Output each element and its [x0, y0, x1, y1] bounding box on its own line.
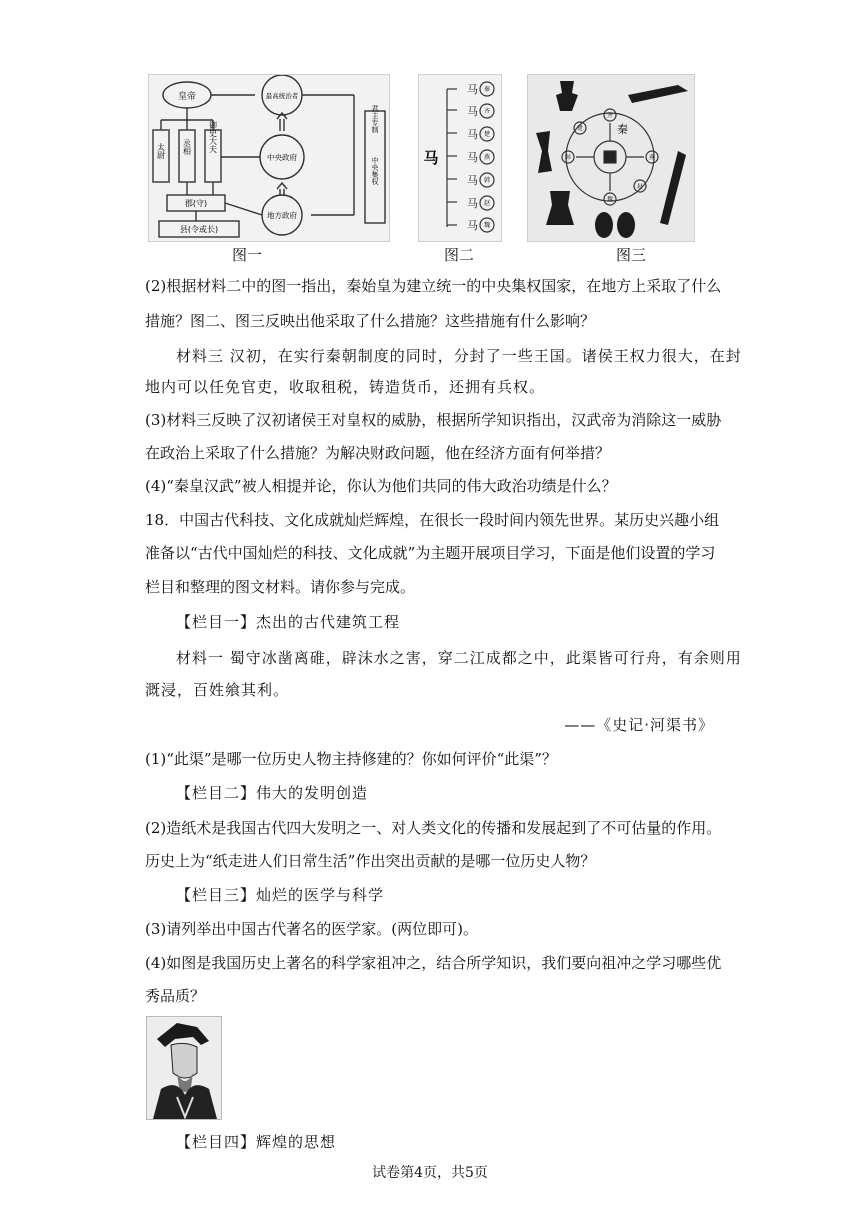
fig3-state-label: 赵 — [637, 184, 643, 190]
material-1-source: ——《史记·河渠书》 — [564, 716, 714, 734]
fig2-state-label: 赵 — [483, 200, 491, 207]
question-18-4-line-1: (4)如图是我国历史上著名的科学家祖冲之，结合所学知识，我们要向祖冲之学习哪些优 — [145, 954, 722, 972]
fig1-node-county: 县(令或长) — [179, 225, 219, 234]
spade-coin-icon-2 — [536, 131, 552, 173]
fig2-state-label: 韩 — [483, 177, 491, 184]
question-2-line-2: 措施？图二、图三反映出他采取了什么措施？这些措施有什么影响？ — [145, 312, 596, 330]
figure-1-svg — [149, 75, 389, 241]
fig3-state-label: 韩 — [565, 155, 571, 161]
figure-2-caption: 图二 — [444, 246, 475, 264]
question-3-line-2: 在政治上采取了什么措施？为解决财政问题，他在经济方面有何举措？ — [145, 444, 611, 462]
figure-1-caption: 图一 — [232, 246, 263, 264]
knife-coin-icon — [628, 85, 688, 103]
fig1-node-taiwei: 太尉 — [156, 143, 166, 159]
figure-3-currency-chart — [527, 74, 695, 242]
fig2-state-label: 齐 — [483, 108, 491, 115]
material-3-line-1: 材料三 汉初，在实行秦朝制度的同时，分封了一些王国。诸侯王权力很大，在封 — [176, 347, 742, 365]
question-3-line-1: (3)材料三反映了汉初诸侯王对皇权的威胁，根据所学知识指出，汉武帝为消除这一威胁 — [145, 411, 722, 429]
fig2-variant-4: 马 — [467, 151, 478, 164]
fig2-state-label: 魏 — [483, 222, 491, 229]
figure-2-script-chart — [418, 74, 502, 242]
fig1-side-label-b: 中央集权 — [371, 157, 379, 185]
fig2-variant-3: 马 — [467, 128, 478, 141]
fig1-side-label-a: 君主专制 — [371, 105, 379, 133]
question-18-1: (1)“此渠”是哪一位历史人物主持修建的？你如何评价“此渠”？ — [145, 750, 557, 768]
fig2-variant-6: 马 — [467, 197, 478, 210]
fig1-node-central: 中央政府 — [267, 153, 297, 162]
portrait-svg — [147, 1017, 221, 1119]
section-1-heading: 【栏目一】杰出的古代建筑工程 — [176, 613, 401, 631]
knife-coin-icon-2 — [660, 151, 686, 225]
spade-coin-icon-3 — [546, 191, 574, 225]
fig3-state-label: 楚 — [577, 126, 583, 132]
question-18-line-2: 准备以“古代中国灿烂的科技、文化成就”为主题开展项目学习，下面是他们设置的学习 — [145, 544, 716, 562]
fig2-unified-char: 马 — [423, 149, 439, 167]
fig3-center-label: 秦 — [617, 123, 628, 136]
figure-3-svg — [528, 75, 694, 241]
question-2-line-1: (2)根据材料二中的图一指出，秦始皇为建立统一的中央集权国家，在地方上采取了什么 — [145, 277, 722, 295]
material-1-line-2: 溉浸，百姓飨其利。 — [145, 681, 290, 699]
question-18-line-3: 栏目和整理的图文材料。请你参与完成。 — [145, 578, 416, 596]
fig2-variant-1: 马 — [467, 83, 478, 96]
question-18-2-line-2: 历史上为“纸走进人们日常生活”作出突出贡献的是哪一位历史人物？ — [145, 852, 596, 870]
ant-nose-coin-icon-2 — [617, 212, 635, 238]
section-4-heading: 【栏目四】辉煌的思想 — [176, 1133, 337, 1151]
question-18-3: (3)请列举出中国古代著名的医学家。(两位即可)。 — [145, 920, 478, 938]
fig2-variant-2: 马 — [467, 105, 478, 118]
figure-3-caption: 图三 — [616, 246, 647, 264]
fig2-state-label: 秦 — [483, 86, 491, 93]
question-18-2-line-1: (2)造纸术是我国古代四大发明之一、对人类文化的传播和发展起到了不可估量的作用。 — [145, 819, 722, 837]
question-18-line-1: 18．中国古代科技、文化成就灿烂辉煌，在很长一段时间内领先世界。某历史兴趣小组 — [145, 511, 720, 529]
fig3-state-label: 齐 — [607, 113, 613, 119]
fig2-state-label: 燕 — [483, 154, 491, 161]
fig2-variant-5: 马 — [467, 174, 478, 187]
section-2-heading: 【栏目二】伟大的发明创造 — [176, 784, 369, 802]
spade-coin-icon — [556, 81, 578, 111]
section-3-heading: 【栏目三】灿烂的医学与科学 — [176, 886, 385, 904]
fig1-node-supreme: 最高统治者 — [265, 92, 299, 100]
fig1-node-commandery: 郡(守) — [184, 199, 208, 208]
fig1-node-local: 地方政府 — [267, 211, 297, 220]
fig2-state-label: 楚 — [483, 131, 491, 138]
fig1-node-yushi: 御史大夫 — [208, 121, 218, 153]
figure-2-svg — [419, 75, 501, 241]
question-18-4-line-2: 秀品质？ — [145, 987, 206, 1005]
fig1-node-emperor: 皇帝 — [177, 92, 197, 102]
fig3-state-label: 燕 — [649, 155, 655, 161]
material-3-line-2: 地内可以任免官吏，收取租税，铸造货币，还拥有兵权。 — [145, 378, 546, 396]
ant-nose-coin-icon — [595, 212, 613, 238]
figure-1-diagram — [148, 74, 390, 242]
zu-chongzhi-portrait — [146, 1016, 222, 1120]
fig3-state-label: 魏 — [607, 197, 613, 203]
fig2-variant-7: 马 — [467, 219, 478, 232]
material-1-line-1: 材料一 蜀守冰凿离碓，辟沫水之害，穿二江成都之中，此渠皆可行舟，有余则用 — [176, 649, 742, 667]
page-footer: 试卷第4页，共5页 — [372, 1165, 488, 1181]
fig1-node-chengxiang: 丞相 — [182, 139, 192, 155]
question-4-line: (4)“秦皇汉武”被人相提并论，你认为他们共同的伟大政治功绩是什么？ — [145, 477, 617, 495]
